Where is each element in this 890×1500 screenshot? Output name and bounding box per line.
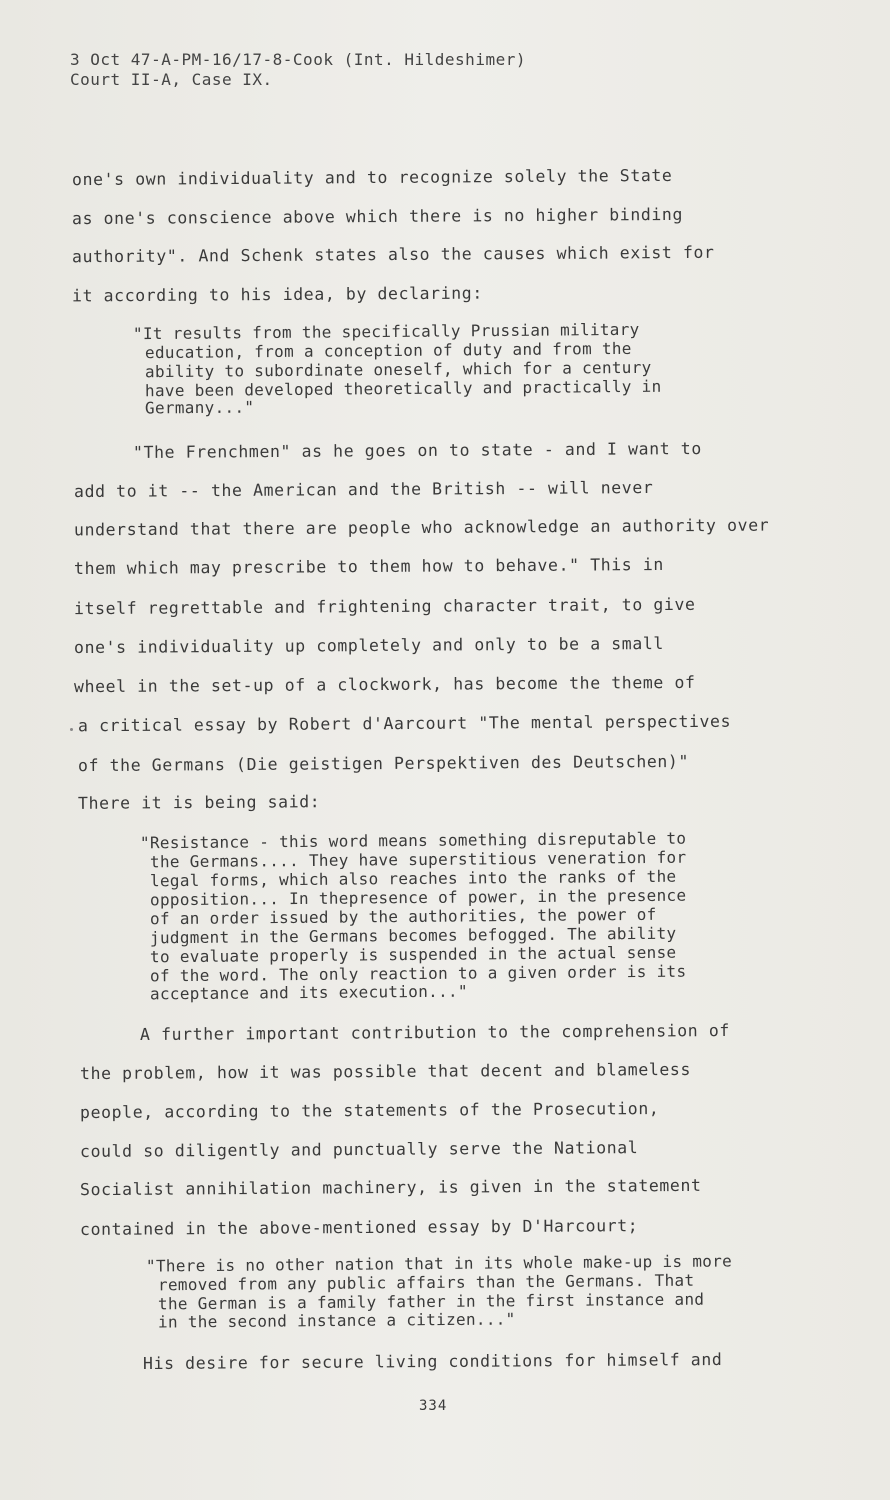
body-line: a critical essay by Robert d'Aarcourt "The mental perspectives: [77, 711, 732, 736]
quote-line: Germany...": [144, 397, 255, 418]
body-line: A further important contribution to the comprehension of: [139, 1020, 730, 1045]
body-line: contained in the above-mentioned essay by D'Harcourt;: [79, 1216, 639, 1239]
body-line: understand that there are people who acknowledge an authority over: [73, 515, 770, 540]
quote-line: education, from a conception of duty and from the: [144, 338, 632, 363]
body-line: one's own individuality and to recognize solely the State: [71, 165, 673, 190]
body-line: them which may prescribe to them how to behave." This in: [73, 554, 664, 579]
quote-line: "There is no other nation that in its whole make-up is more: [145, 1251, 733, 1276]
body-line: add to it -- the American and the British -- will never: [73, 477, 654, 502]
body-line: it according to his idea, by declaring:: [71, 283, 483, 306]
quote-line: removed from any public affairs than the Germans. That: [157, 1270, 695, 1295]
quote-line: opposition... In thepresence of power, in the presence: [149, 885, 687, 910]
header-line-1: 3 Oct 47-A-PM-16/17-8-Cook (Int. Hildeshimer): [70, 50, 526, 69]
quote-line: to evaluate properly is suspended in the actual sense: [149, 942, 677, 967]
quote-line: of the word. The only reaction to a given order is its: [149, 961, 687, 986]
quote-line: of an order issued by the authorities, the power of: [149, 904, 657, 929]
body-line: Socialist annihilation machinery, is given in the statement: [79, 1175, 702, 1200]
body-line: one's individuality up completely and only to be a small: [73, 633, 664, 658]
page-number: 334: [419, 1398, 448, 1414]
quote-line: "It results from the specifically Prussian military: [132, 319, 640, 344]
quote-line: ability to subordinate oneself, which for a century: [144, 357, 652, 382]
quote-line: have been developed theoretically and practically in: [144, 376, 662, 401]
quote-line: acceptance and its execution...": [149, 981, 468, 1004]
quote-line: judgment in the Germans becomes befogged. The ability: [149, 923, 677, 948]
body-line: wheel in the set-up of a clockwork, has become the theme of: [73, 672, 696, 697]
body-line: itself regrettable and frightening character trait, to give: [73, 594, 696, 619]
body-line: There it is being said:: [77, 792, 321, 813]
quote-line: legal forms, which also reaches into the ranks of the: [149, 866, 677, 891]
body-line: of the Germans (Die geistigen Perspektiven des Deutschen)": [77, 751, 690, 776]
body-line: the problem, how it was possible that decent and blameless: [79, 1059, 692, 1084]
header-line-2: Court II-A, Case IX.: [70, 70, 273, 89]
quote-line: the German is a family father in the first instance and: [157, 1289, 705, 1314]
margin-dot: [70, 728, 73, 731]
quote-line: in the second instance a citizen...": [157, 1309, 516, 1332]
body-line: "The Frenchmen" as he goes on to state - and I want to: [132, 439, 702, 462]
body-line: could so diligently and punctually serve the National: [79, 1138, 639, 1161]
body-line: as one's conscience above which there is no higher binding: [71, 204, 684, 229]
quote-line: the Germans.... They have superstitious veneration for: [149, 847, 687, 872]
body-line: people, according to the statements of the Prosecution,: [79, 1098, 660, 1123]
body-line: His desire for secure living conditions for himself and: [142, 1349, 723, 1374]
quote-line: "Resistance - this word means something disreputable to: [139, 828, 687, 853]
body-line: authority". And Schenk states also the causes which exist for: [71, 242, 715, 267]
